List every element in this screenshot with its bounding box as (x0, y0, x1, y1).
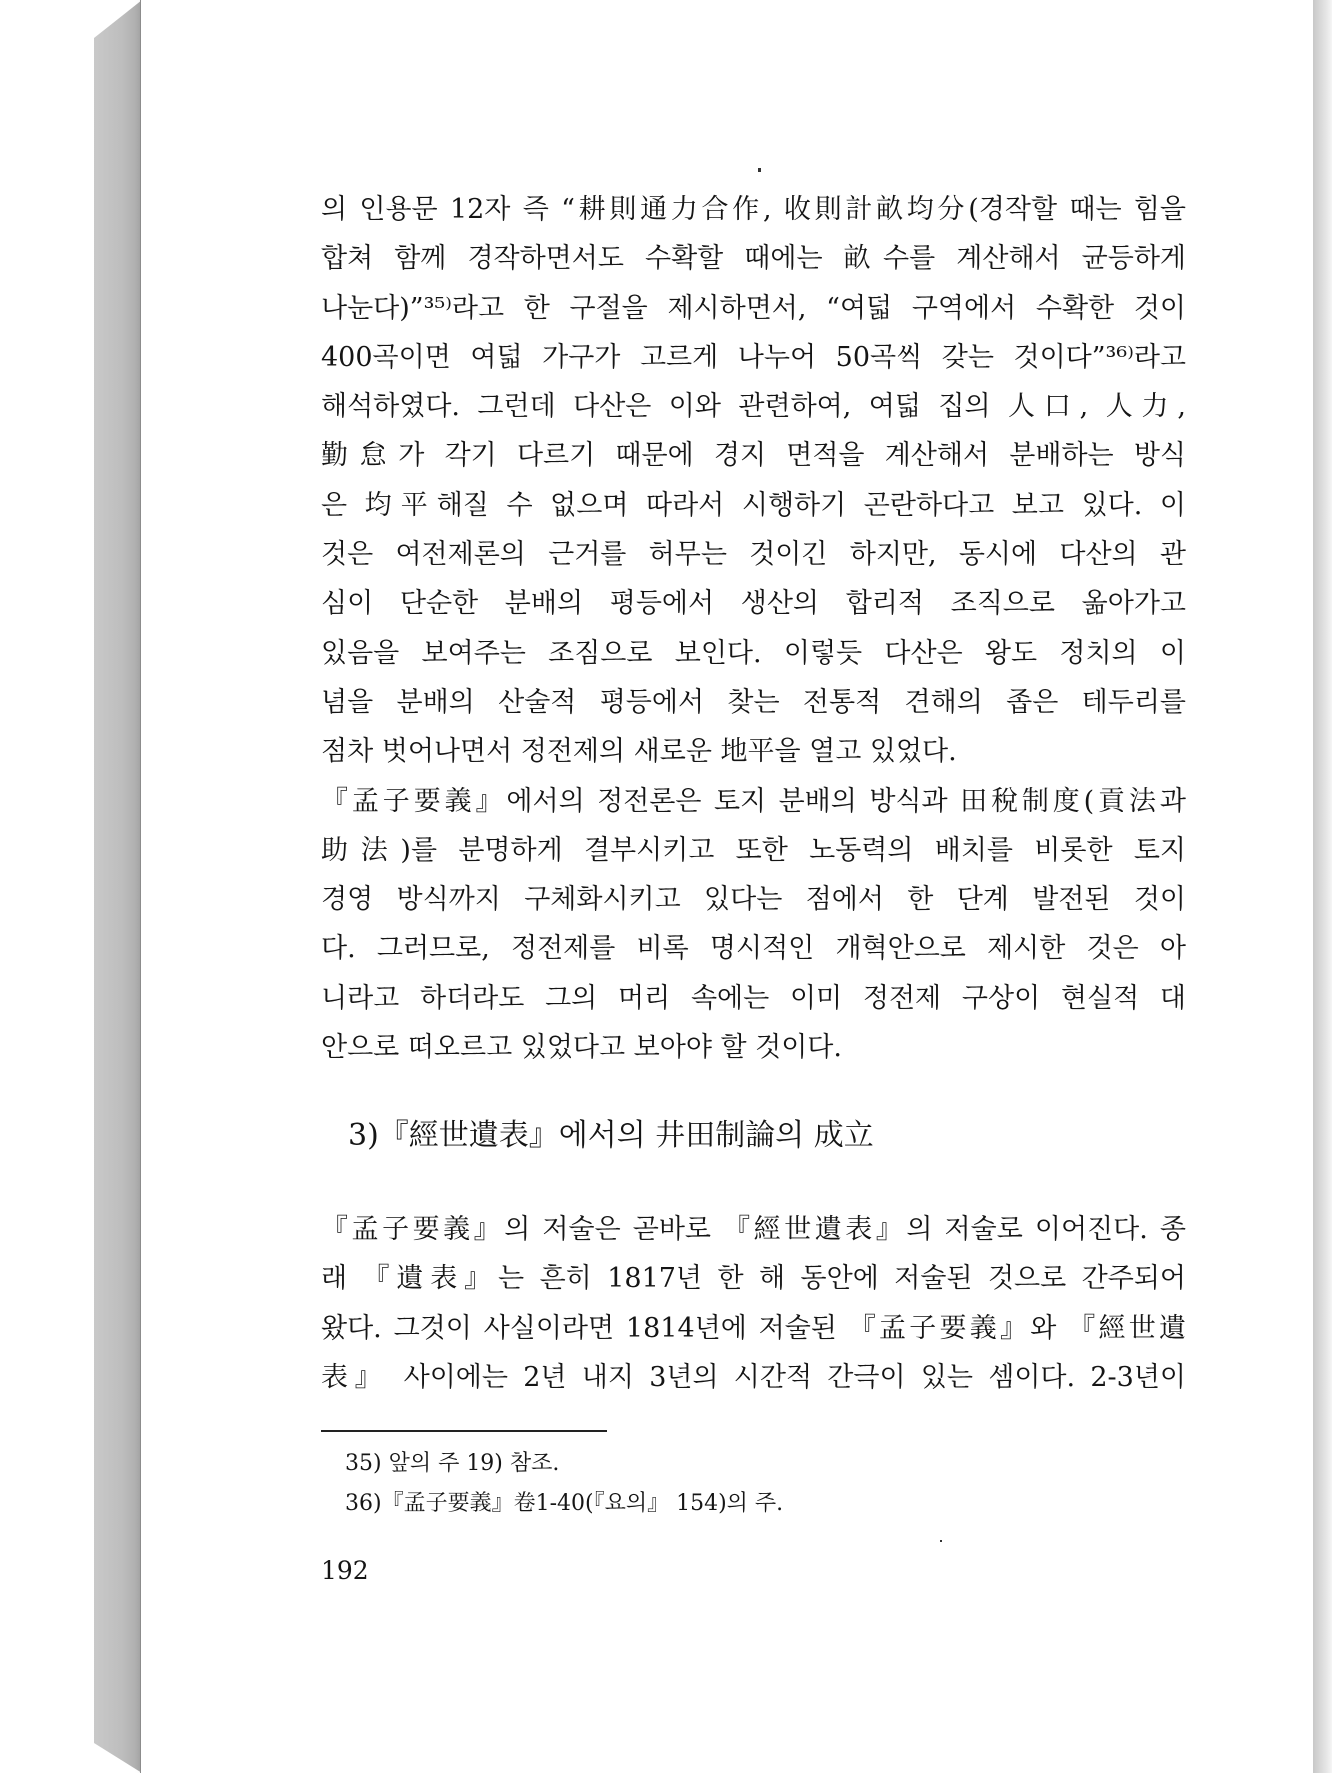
text-line: 심이 단순한 분배의 평등에서 생산의 합리적 조직으로 옮아가고 (321, 588, 1186, 620)
footnote-36: 36)『孟子要義』卷1-40(『요의』 154)의 주. (345, 1491, 784, 1516)
text-line: 表』 사이에는 2년 내지 3년의 시간적 간극이 있는 셈이다. 2-3년이 (321, 1361, 1186, 1393)
footnote-divider (321, 1430, 607, 1432)
page-edge-shadow (1313, 0, 1332, 1773)
text-line: 해석하였다. 그런데 다산은 이와 관련하여, 여덟 집의 人口, 人力, (321, 391, 1186, 423)
text-line: 니라고 하더라도 그의 머리 속에는 이미 정전제 구상이 현실적 대 (321, 982, 1186, 1014)
text-line: 합쳐 함께 경작하면서도 수확할 때에는 畝수를 계산해서 균등하게 (321, 243, 1186, 275)
section-heading: 3)『經世遺表』에서의 井田制論의 成立 (348, 1118, 874, 1153)
text-line: 『孟子要義』의 저술은 곧바로 『經世遺表』의 저술로 이어진다. 종 (321, 1214, 1186, 1245)
page-number: 192 (321, 1556, 369, 1585)
text-line: 400곡이면 여덟 가구가 고르게 나누어 50곡씩 갖는 것이다”³⁶⁾라고 (321, 341, 1186, 373)
paragraph-2 (321, 1205, 1186, 1402)
text-line: 것은 여전제론의 근거를 허무는 것이긴 하지만, 동시에 다산의 관 (321, 539, 1186, 571)
text-line: 념을 분배의 산술적 평등에서 찾는 전통적 견해의 좁은 테두리를 (321, 686, 1186, 718)
print-speck (940, 1540, 942, 1542)
text-line: 다. 그러므로, 정전제를 비록 명시적인 개혁안으로 제시한 것은 아 (321, 933, 1186, 965)
text-line: 의 인용문 12자 즉 “耕則通力合作, 收則計畝均分(경작할 때는 힘을 (321, 194, 1186, 225)
print-speck (758, 168, 761, 172)
text-line: 은 均平해질 수 없으며 따라서 시행하기 곤란하다고 보고 있다. 이 (321, 489, 1186, 521)
text-line: 助法)를 분명하게 결부시키고 또한 노동력의 배치를 비롯한 토지 (321, 834, 1186, 866)
footnotes (345, 1444, 783, 1524)
text-line: 왔다. 그것이 사실이라면 1814년에 저술된 『孟子要義』와 『經世遺 (321, 1312, 1186, 1344)
text-line: 경영 방식까지 구체화시키고 있다는 점에서 한 단계 발전된 것이 (321, 884, 1186, 916)
text-line: 래 『遺表』는 흔히 1817년 한 해 동안에 저술된 것으로 간주되어 (321, 1263, 1186, 1295)
text-line: 勤怠가 각기 다르기 때문에 경지 면적을 계산해서 분배하는 방식 (321, 440, 1186, 472)
book-spine (94, 0, 142, 1773)
text-line: 안으로 떠오르고 있었다고 보아야 할 것이다. (321, 1032, 842, 1064)
paragraph-1 (321, 185, 1186, 1072)
footnote-35: 35) 앞의 주 19) 참조. (345, 1451, 560, 1476)
text-line: 있음을 보여주는 조짐으로 보인다. 이렇듯 다산은 왕도 정치의 이 (321, 637, 1186, 669)
text-line: 나눈다)”³⁵⁾라고 한 구절을 제시하면서, “여덟 구역에서 수확한 것이 (321, 292, 1186, 324)
text-line: 『孟子要義』에서의 정전론은 토지 분배의 방식과 田稅制度(貢法과 (321, 785, 1186, 817)
text-line: 점차 벗어나면서 정전제의 새로운 地平을 열고 있었다. (321, 736, 957, 768)
